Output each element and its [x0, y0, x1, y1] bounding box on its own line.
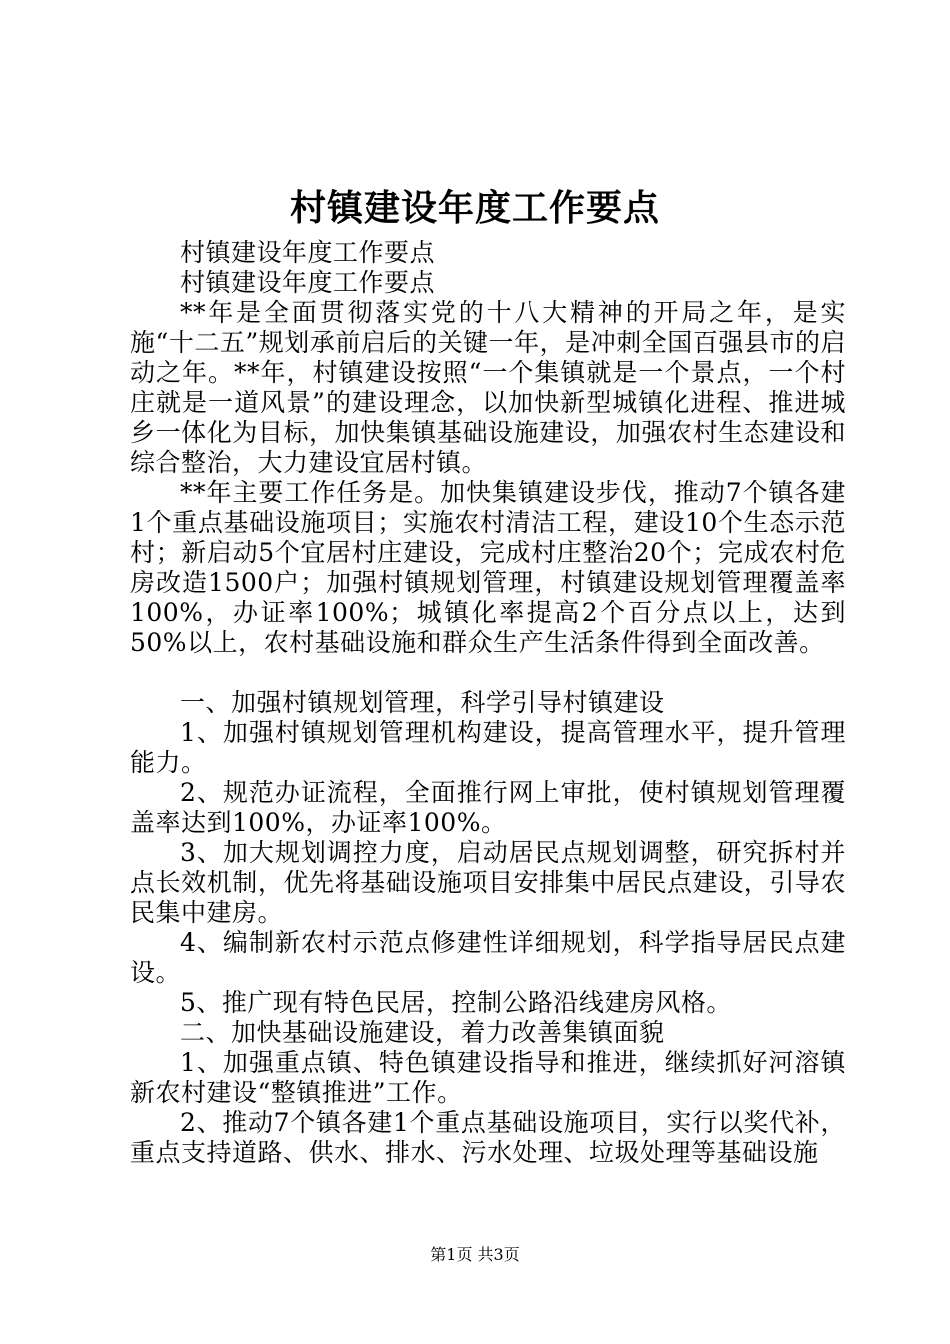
list-item: 1、加强村镇规划管理机构建设，提高管理水平，提升管理能力。 — [130, 718, 846, 777]
list-item: 2、推动7个镇各建1个重点基础设施项目，实行以奖代补，重点支持道路、供水、排水、污水处理、垃圾处理等基础设施 — [130, 1108, 846, 1167]
paragraph-main-tasks: **年主要工作任务是。加快集镇建设步伐，推动7个镇各建1个重点基础设施项目；实施农村清洁工程，建设10个生态示范村；新启动5个宜居村庄建设，完成村庄整治20个；完成农村危房改造1500户；加强村镇规划管理，村镇建设规划管理覆盖率100%，办证率100%；城镇化率提高2个百分点以上，达到50%以上，农村基础设施和群众生产生活条件得到全面改善。 — [130, 478, 846, 657]
paragraph-subtitle-1: 村镇建设年度工作要点 — [180, 238, 436, 267]
list-item: 4、编制新农村示范点修建性详细规划，科学指导居民点建设。 — [130, 928, 846, 987]
paragraph-subtitle-2: 村镇建设年度工作要点 — [180, 268, 436, 297]
document-title: 村镇建设年度工作要点 — [289, 187, 660, 229]
list-item: 2、规范办证流程，全面推行网上审批，使村镇规划管理覆盖率达到100%，办证率100%。 — [130, 778, 846, 837]
section-heading-1: 一、加强村镇规划管理，科学引导村镇建设 — [180, 688, 665, 717]
paragraph-intro: **年是全面贯彻落实党的十八大精神的开局之年，是实施“十二五”规划承前启后的关键一年，是冲刺全国百强县市的启动之年。**年，村镇建设按照“一个集镇就是一个景点，一个村庄就是一道风景”的建设理念，以加快新型城镇化进程、推进城乡一体化为目标，加快集镇基础设施建设，加强农村生态建设和综合整治，大力建设宜居村镇。 — [130, 298, 846, 477]
list-item: 5、推广现有特色民居，控制公路沿线建房风格。 — [180, 988, 732, 1017]
section-heading-2: 二、加快基础设施建设，着力改善集镇面貌 — [180, 1018, 665, 1047]
document-body — [130, 238, 846, 1168]
page-footer: 第1页 共3页 — [430, 1245, 520, 1264]
list-item: 3、加大规划调控力度，启动居民点规划调整，研究拆村并点长效机制，优先将基础设施项目安排集中居民点建设，引导农民集中建房。 — [130, 838, 846, 927]
list-item: 1、加强重点镇、特色镇建设指导和推进，继续抓好河溶镇新农村建设“整镇推进”工作。 — [130, 1048, 846, 1107]
